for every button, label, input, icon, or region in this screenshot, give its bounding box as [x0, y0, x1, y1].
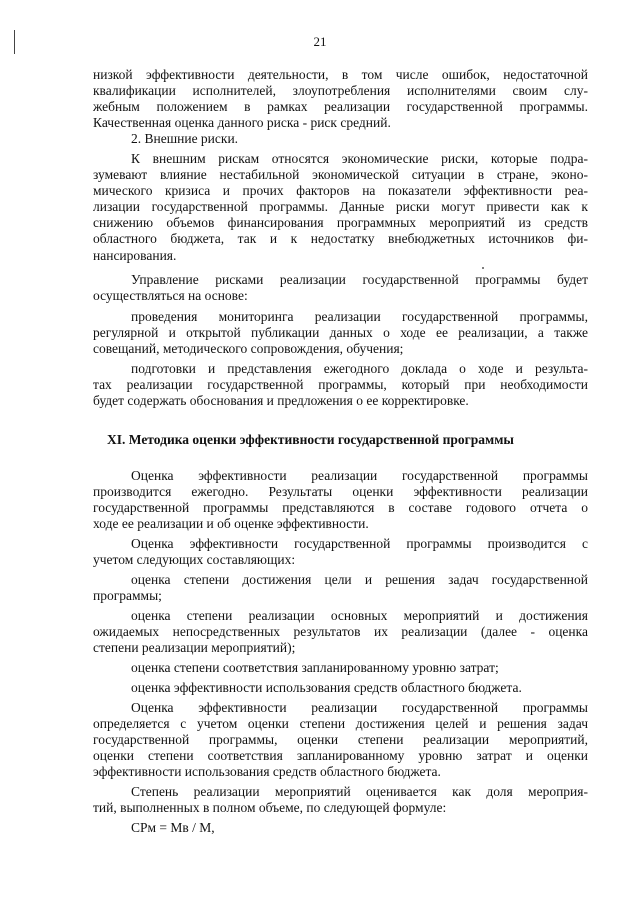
text-line: программы;	[93, 588, 162, 603]
text-line: ходе ее реализации и об оценке эффективности.	[93, 516, 369, 531]
text-line: мического кризиса и прочих факторов на показатели эффективности реа-	[93, 183, 588, 198]
text-line: зумевают влияние нестабильной экономической ситуации в стране, эконо-	[93, 167, 588, 182]
text-line: жебным положением в рамках реализации государственной программы.	[93, 99, 588, 114]
text-line: Степень реализации мероприятий оценивается как доля мероприя-	[131, 784, 588, 799]
page-number: 21	[313, 34, 327, 49]
text-line: низкой эффективности деятельности, в том числе ошибок, недостаточной	[93, 67, 588, 82]
text-line: Оценка эффективности реализации государственной программы	[131, 700, 588, 715]
formula: СРм = Мв / М,	[131, 820, 215, 835]
text-line: Управление рисками реализации государственной программы будет	[131, 272, 588, 287]
text-line: подготовки и представления ежегодного доклада о ходе и результа-	[131, 361, 588, 376]
text-line: государственной программы, оценки степени реализации мероприятий,	[93, 732, 588, 747]
text-line: определяется с учетом оценки степени достижения целей и решения задач	[93, 716, 588, 731]
text-line: Качественная оценка данного риска - риск средний.	[93, 115, 391, 130]
text-line: Оценка эффективности государственной программы производится с	[131, 536, 588, 551]
text-line: областного бюджета, так и к недостатку внебюджетных источников фи-	[93, 231, 588, 246]
text-line: К внешним рискам относятся экономические риски, которые подра-	[131, 151, 588, 166]
text-line: проведения мониторинга реализации государственной программы,	[131, 309, 588, 324]
text-line: оценка степени достижения цели и решения задач государственной	[131, 572, 588, 587]
text-line: тах реализации государственной программы, который при необходимости	[93, 377, 588, 392]
text-line: совещаний, методического сопровождения, обучения;	[93, 341, 404, 356]
text-line: оценки степени соответствия запланированному уровню затрат и оценки	[93, 748, 588, 763]
text-line: эффективности использования средств областного бюджета.	[93, 764, 441, 779]
text-line: регулярной и открытой публикации данных о ходе ее реализации, а также	[93, 325, 588, 340]
text-line: государственной программы представляются в составе годового отчета о	[93, 500, 588, 515]
text-line: осуществляться на основе:	[93, 288, 248, 303]
text-line: оценка степени соответствия запланированному уровню затрат;	[131, 660, 499, 675]
text-line: лизации государственной программы. Данные риски могут привести как к	[93, 199, 588, 214]
text-line: квалификации исполнителей, злоупотребления исполнителями своим слу-	[93, 83, 588, 98]
text-line: нансирования.	[93, 248, 177, 263]
text-line: производится ежегодно. Результаты оценки эффективности реализации	[93, 484, 588, 499]
section-heading: XI. Методика оценки эффективности государственной программы	[107, 432, 514, 447]
text-line: Оценка эффективности реализации государственной программы	[131, 468, 588, 483]
text-line: будет содержать обоснования и предложения о ее корректировке.	[93, 393, 469, 408]
text-line: оценка степени реализации основных мероприятий и достижения	[131, 608, 588, 623]
text-line: оценка эффективности использования средств областного бюджета.	[131, 680, 522, 695]
text-line: степени реализации мероприятий);	[93, 640, 296, 655]
text-line: снижению объемов финансирования программных мероприятий из средств	[93, 215, 588, 230]
text-line: 2. Внешние риски.	[131, 131, 239, 146]
text-line: тий, выполненных в полном объеме, по следующей формуле:	[93, 800, 447, 815]
text-line: учетом следующих составляющих:	[93, 552, 296, 567]
scan-speck	[482, 267, 484, 269]
text-line: ожидаемых непосредственных результатов их реализации (далее - оценка	[93, 624, 588, 639]
